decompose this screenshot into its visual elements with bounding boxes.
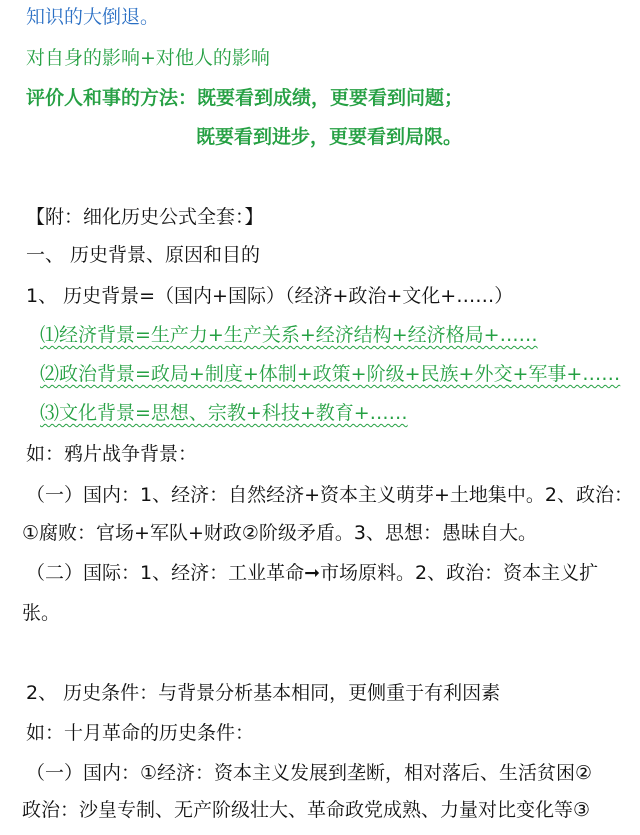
item1-title: 1、 历史背景=（国内+国际）（经济+政治+文化+……） [26, 285, 514, 307]
example1-title: 如：鸦片战争背景： [26, 443, 198, 465]
example1-international-line1: （二）国际：1、经济：工业革命➞市场原料。2、政治：资本主义扩 [26, 562, 599, 584]
example2-domestic-line2: 政治：沙皇专制、无产阶级壮大、革命政党成熟、力量对比变化等③ [22, 799, 591, 821]
example1-domestic-line2: ①腐败：官场+军队+财政②阶级矛盾。3、思想：愚昧自大。 [22, 522, 537, 544]
appendix-heading: 【附：细化历史公式全套：】 [26, 206, 264, 228]
evaluation-method-line1: 评价人和事的方法：既要看到成绩，更要看到问题； [26, 87, 464, 109]
formula-economic-background: ⑴经济背景=生产力+生产关系+经济结构+经济格局+…… [40, 324, 538, 346]
example1-international-line2: 张。 [22, 602, 61, 624]
top-fragment: 知识的大倒退。 [26, 6, 160, 28]
influence-formula: 对自身的影响+对他人的影响 [26, 47, 270, 69]
formula-political-background: ⑵政治背景=政局+制度+体制+政策+阶级+民族+外交+军事+…… [40, 363, 621, 385]
formula-cultural-background: ⑶文化背景=思想、宗教+科技+教育+…… [40, 402, 408, 424]
example2-domestic-line1: （一）国内：①经济：资本主义发展到垄断，相对落后、生活贫困② [26, 762, 593, 784]
example2-title: 如：十月革命的历史条件： [26, 722, 255, 744]
example1-domestic-line1: （一）国内：1、经济：自然经济+资本主义萌芽+土地集中。2、政治： [26, 484, 634, 506]
evaluation-method-line2: 既要看到进步，更要看到局限。 [196, 126, 463, 148]
item2-title: 2、 历史条件：与背景分析基本相同，更侧重于有利因素 [26, 682, 501, 704]
section1-title: 一、 历史背景、原因和目的 [26, 244, 261, 266]
